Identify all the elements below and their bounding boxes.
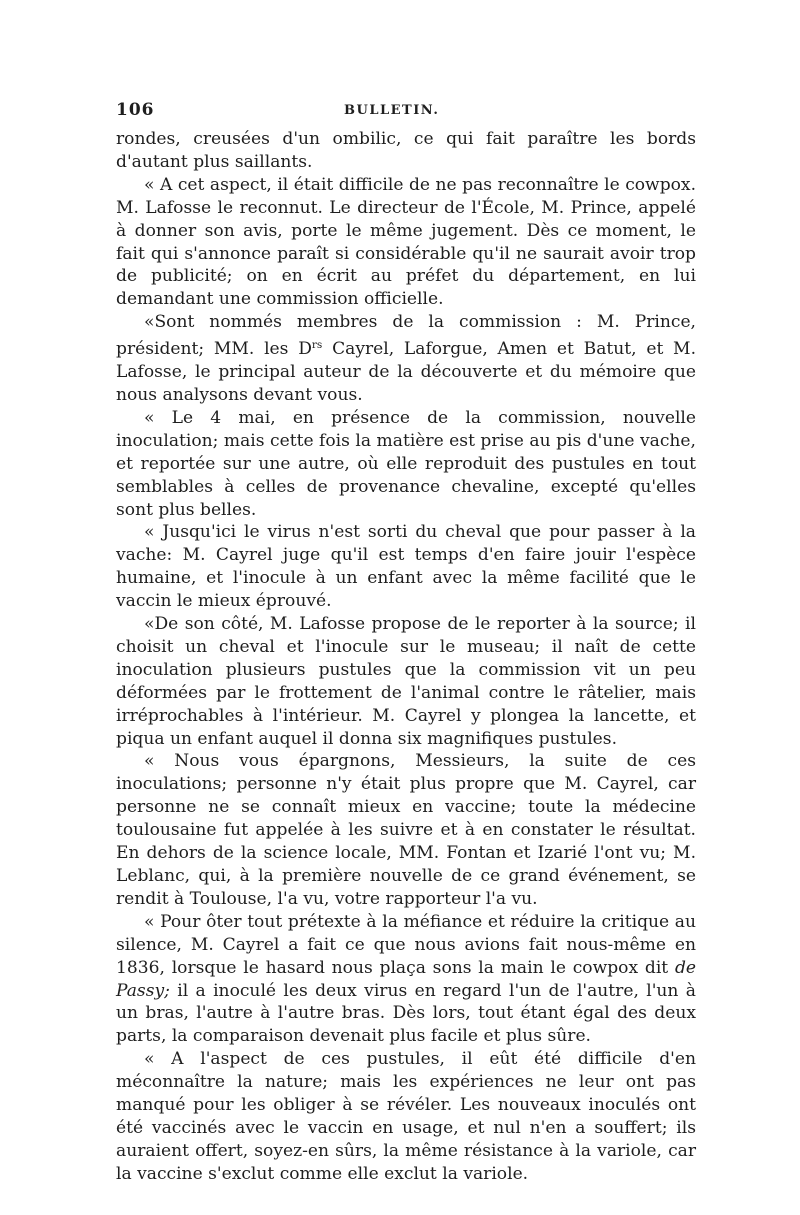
paragraph: «De son côté, M. Lafosse propose de le reporter à la source; il choisit un cheval et l'inocule sur le museau; il naît de cette inoculation plusieurs pustules que la commission vit un peu déformées par le frottement de l'animal contre le râtelier, mais irréprochables à l'intérieur. M. Cayrel y plongea la lancette, et piqua un enfant auquel il donna six magnifiques pustules. — [116, 614, 696, 749]
paragraph-text: Cayrel, Laforgue, Amen et Batut, et M. Lafosse, le principal auteur de la découverte et du mémoire que nous analysons devant vous. — [116, 339, 696, 405]
body-text — [116, 128, 696, 1186]
page-header — [116, 100, 696, 122]
paragraph: « A l'aspect de ces pustules, il eût été difficile d'en méconnaître la nature; mais les expériences ne leur ont pas manqué pour les obliger à se révéler. Les nouveaux inoculés ont été vaccinés avec le vaccin en usage, et nul n'en a souffert; ils auraient offert, soyez-en sûrs, la même résistance à la variole, car la vaccine s'exclut comme elle exclut la variole. — [116, 1049, 696, 1184]
paragraph: « Jusqu'ici le virus n'est sorti du cheval que pour passer à la vache: M. Cayrel juge qu'il est temps d'en faire jouir l'espèce humaine, et l'inocule à un enfant avec la même facilité que le vaccin le mieux éprouvé. — [116, 522, 696, 612]
paragraph-text: « Pour ôter tout prétexte à la méfiance et réduire la critique au silence, M. Cayrel a fait ce que nous avions fait nous-même en 1836, lorsque le hasard nous plaça sons la main le cowpox dit — [116, 911, 696, 978]
paragraph — [116, 311, 696, 407]
paragraph: « Nous vous épargnons, Messieurs, la suite de ces inoculations; personne n'y était plus propre que M. Cayrel, car personne ne se connaît mieux en vaccine; toute la médecine toulousaine fut appelée à les suivre et à en constater le résultat. En dehors de la science locale, MM. Fontan et Izarié l'ont vu; M. Leblanc, qui, à la première nouvelle de ce grand événement, se rendit à Toulouse, l'a vu, votre rapporteur l'a vu. — [116, 751, 696, 909]
paragraph-text: il a inoculé les deux virus en regard l'un de l'autre, l'un à un bras, l'autre à l'autre bras. Dès lors, tout étant égal des deux parts, la comparaison devenait plus facile et plus sûre. — [116, 980, 696, 1047]
paragraph: rondes, creusées d'un ombilic, ce qui fait paraître les bords d'autant plus saillants. — [116, 129, 696, 172]
paragraph-text: «Sont nommés membres de la commission : M. Prince, président; MM. les D — [116, 312, 696, 360]
italic-phrase: de Passy; — [116, 957, 696, 1001]
paragraph — [116, 911, 696, 1048]
paragraph: « A cet aspect, il était difficile de ne pas reconnaître le cowpox. M. Lafosse le reconnut. Le directeur de l'École, M. Prince, appelé à donner son avis, porte le même jugement. Dès ce moment, le fait qui s'annonce paraît si considérable qu'il ne saurait avoir trop de publicité; on en écrit au préfet du département, en lui demandant une commission officielle. — [116, 174, 696, 310]
page-number: 106 — [116, 100, 155, 120]
paragraph: « Le 4 mai, en présence de la commission, nouvelle inoculation; mais cette fois la matière est prise au pis d'une vache, et reportée sur une autre, où elle reproduit des pustules en tout semblables à celles de provenance chevaline, excepté qu'elles sont plus belles. — [116, 407, 696, 520]
superscript: rs — [311, 339, 323, 352]
running-title: BULLETIN. — [344, 103, 440, 118]
